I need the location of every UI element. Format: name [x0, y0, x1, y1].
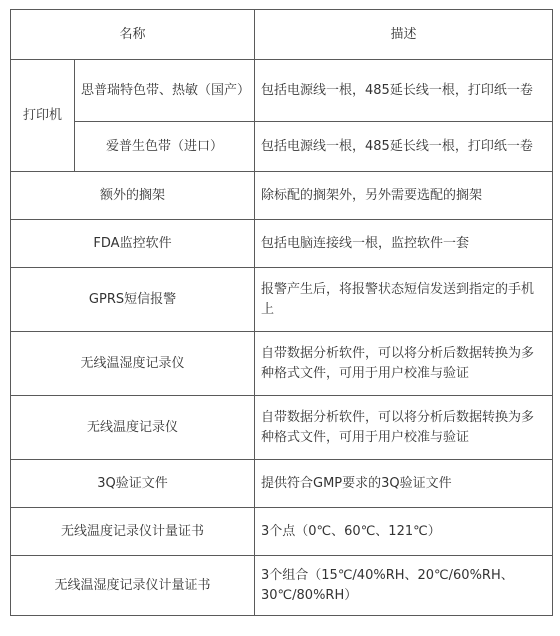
- table-row: [11, 508, 553, 556]
- row-description: 包括电脑连接线一根，监控软件一套: [255, 220, 553, 268]
- table-row: [11, 220, 553, 268]
- header-row: [11, 10, 553, 60]
- table-row: [11, 332, 553, 396]
- header-description: 描述: [255, 10, 553, 60]
- row-description: 自带数据分析软件，可以将分析后数据转换为多种格式文件，可用于用户校准与验证: [255, 396, 553, 460]
- row-description: 3个点（0℃、60℃、121℃）: [255, 508, 553, 556]
- row-description: 包括电源线一根，485延长线一根，打印纸一卷: [255, 60, 553, 122]
- row-name: 思普瑞特色带、热敏（国产）: [75, 60, 255, 122]
- row-name: 无线温度记录仪计量证书: [11, 508, 255, 556]
- row-name: GPRS短信报警: [11, 268, 255, 332]
- table-row: [11, 556, 553, 616]
- table-row: [11, 396, 553, 460]
- row-description: 提供符合GMP要求的3Q验证文件: [255, 460, 553, 508]
- accessory-table: [10, 9, 553, 616]
- table-row: [11, 172, 553, 220]
- table-row: [11, 60, 553, 122]
- table-row: [11, 122, 553, 172]
- header-name: 名称: [11, 10, 255, 60]
- row-name: 爱普生色带（进口）: [75, 122, 255, 172]
- table-row: [11, 460, 553, 508]
- row-name: 无线温湿度记录仪: [11, 332, 255, 396]
- printer-group-label: 打印机: [11, 60, 75, 172]
- row-name: 额外的搁架: [11, 172, 255, 220]
- row-description: 自带数据分析软件，可以将分析后数据转换为多种格式文件，可用于用户校准与验证: [255, 332, 553, 396]
- row-name: 3Q验证文件: [11, 460, 255, 508]
- table-row: [11, 268, 553, 332]
- row-description: 3个组合（15℃/40%RH、20℃/60%RH、30℃/80%RH）: [255, 556, 553, 616]
- row-name: FDA监控软件: [11, 220, 255, 268]
- row-name: 无线温湿度记录仪计量证书: [11, 556, 255, 616]
- row-description: 包括电源线一根，485延长线一根，打印纸一卷: [255, 122, 553, 172]
- row-description: 报警产生后，将报警状态短信发送到指定的手机上: [255, 268, 553, 332]
- row-description: 除标配的搁架外，另外需要选配的搁架: [255, 172, 553, 220]
- row-name: 无线温度记录仪: [11, 396, 255, 460]
